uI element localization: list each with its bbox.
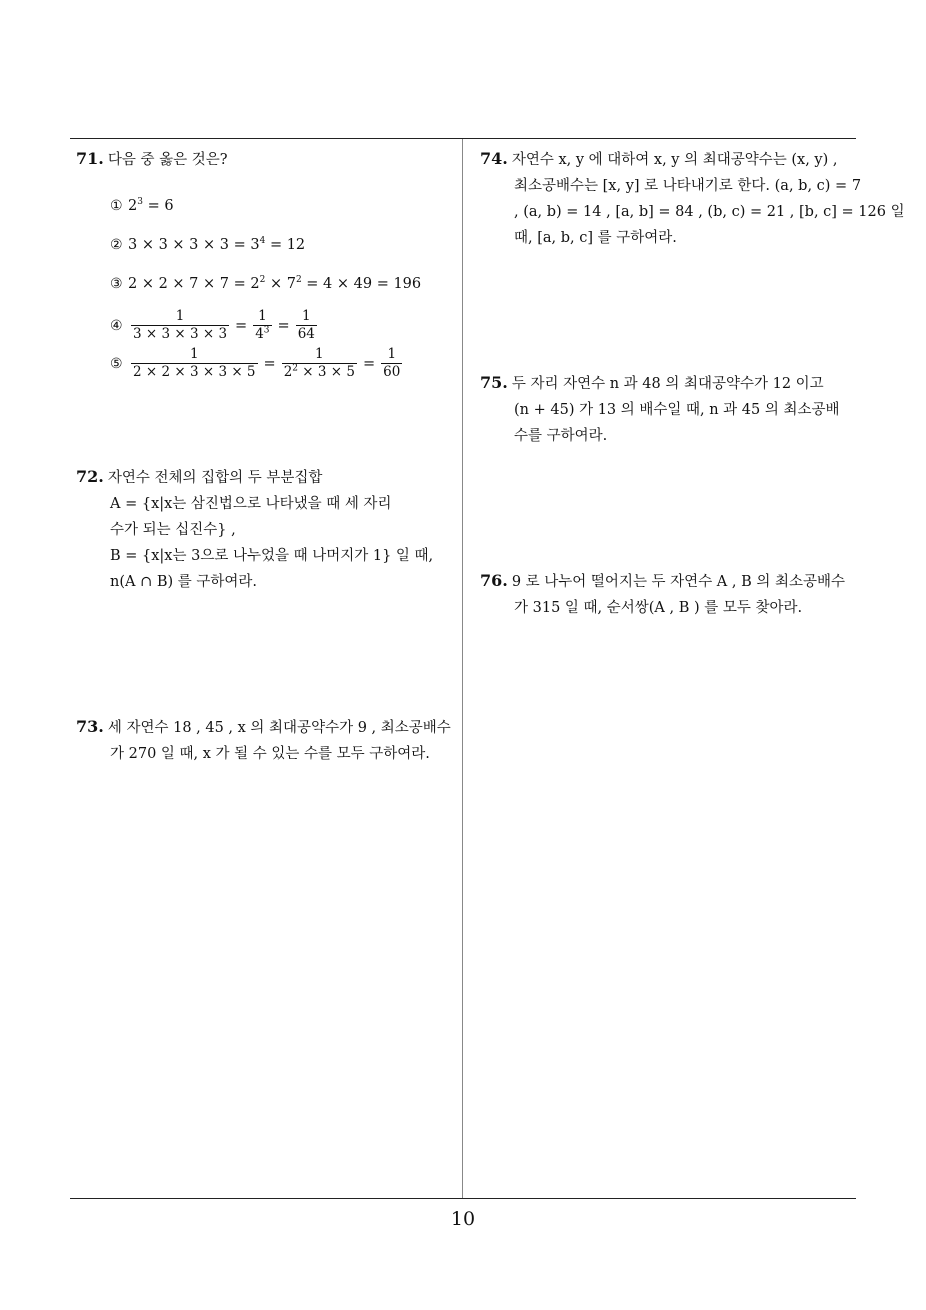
question-number: 75. (480, 373, 508, 392)
question-text: 가 270 일 때, x 가 될 수 있는 수를 모두 구하여라. (110, 746, 430, 762)
denominator-rest: × 3 × 5 (298, 364, 355, 380)
fraction (381, 346, 402, 381)
exponent: 4 (259, 236, 266, 247)
question-text: B = {x|x는 3으로 나누었을 때 나머지가 1} 일 때, (110, 548, 434, 564)
denominator: 64 (297, 326, 315, 342)
option-text: × 7 (265, 276, 296, 292)
page-number: 10 (450, 1208, 476, 1230)
question-text: 세 자연수 18 , 45 , x 의 최대공약수가 9 , 최소공배수 (107, 720, 451, 736)
equals-sign: = (263, 355, 276, 372)
fraction (253, 308, 271, 343)
question-text: 수가 되는 십진수} , (110, 522, 236, 538)
question-text: 두 자리 자연수 n 과 48 의 최대공약수가 12 이고 (511, 376, 824, 392)
option-text: = 6 (142, 198, 174, 214)
question-text: n(A ∩ B) 를 구하여라. (110, 574, 258, 590)
numerator: 1 (175, 308, 185, 324)
fraction (282, 346, 357, 381)
exponent: 2 (259, 275, 266, 286)
question-number: 72. (76, 467, 104, 486)
question-73 (76, 714, 451, 767)
fraction (131, 346, 258, 381)
exponent: 3 (137, 197, 143, 208)
option-5 (110, 346, 405, 381)
bottom-rule (70, 1198, 856, 1199)
question-75 (480, 370, 840, 449)
question-text: (n + 45) 가 13 의 배수일 때, n 과 45 의 최소공배 (514, 402, 840, 418)
fraction (296, 308, 317, 343)
question-text: 최소공배수는 [x, y] 로 나타내기로 한다. (a, b, c) = 7 (514, 178, 862, 194)
question-number: 74. (480, 149, 508, 168)
option-text: 3 × 3 × 3 × 3 = 3 (128, 237, 260, 253)
question-text: 때, [a, b, c] 를 구하여라. (514, 230, 677, 246)
option-text: 2 × 2 × 7 × 7 = 2 (128, 276, 260, 292)
option-3 (110, 276, 421, 292)
question-74 (480, 146, 905, 251)
denominator (253, 325, 271, 343)
option-4 (110, 308, 320, 343)
base: 2 (283, 364, 293, 380)
question-number: 71. (76, 149, 104, 168)
question-text: 수를 구하여라. (514, 428, 608, 444)
question-text: 자연수 전체의 집합의 두 부분집합 (107, 470, 323, 486)
numerator: 1 (301, 308, 311, 324)
option-marker: ② (110, 237, 123, 253)
numerator: 1 (315, 346, 324, 362)
column-divider (462, 139, 463, 1199)
option-1 (110, 198, 174, 214)
question-76 (480, 568, 845, 621)
option-marker: ① (110, 198, 123, 214)
question-text: A = {x|x는 삼진법으로 나타냈을 때 세 자리 (110, 496, 392, 512)
exponent: 3 (263, 325, 270, 336)
base: 4 (255, 326, 264, 342)
numerator: 1 (258, 308, 267, 324)
equals-sign: = (362, 355, 376, 372)
numerator: 1 (189, 346, 199, 362)
fraction (131, 308, 229, 343)
top-rule (70, 138, 856, 139)
question-text: 9 로 나누어 떨어지는 두 자연수 A , B 의 최소공배수 (511, 574, 846, 590)
denominator: 3 × 3 × 3 × 3 (133, 326, 228, 342)
equals-sign: = (235, 317, 248, 334)
option-text: = 12 (265, 237, 306, 253)
option-marker: ④ (110, 317, 123, 334)
denominator: 2 × 2 × 3 × 3 × 5 (133, 364, 256, 380)
question-72 (76, 464, 433, 595)
question-text: 자연수 x, y 에 대하여 x, y 의 최대공약수는 (x, y) , (511, 152, 838, 168)
exponent: 2 (295, 275, 302, 286)
question-number: 76. (480, 571, 508, 590)
question-text: 다음 중 옳은 것은? (107, 152, 228, 168)
equals-sign: = (277, 317, 290, 334)
option-2 (110, 237, 305, 253)
denominator (282, 363, 357, 381)
option-marker: ③ (110, 276, 123, 292)
exponent: 2 (292, 363, 299, 374)
option-text: = 4 × 49 = 196 (301, 276, 422, 292)
numerator: 1 (387, 346, 397, 362)
question-text: 가 315 일 때, 순서쌍(A , B ) 를 모두 찾아라. (514, 600, 803, 616)
denominator: 60 (383, 364, 401, 380)
question-text: , (a, b) = 14 , [a, b] = 84 , (b, c) = 21 , [b, c] = 126 일 (514, 204, 905, 220)
option-text: 2 (128, 198, 138, 214)
option-marker: ⑤ (110, 355, 123, 372)
question-71 (76, 146, 228, 173)
question-number: 73. (76, 717, 104, 736)
